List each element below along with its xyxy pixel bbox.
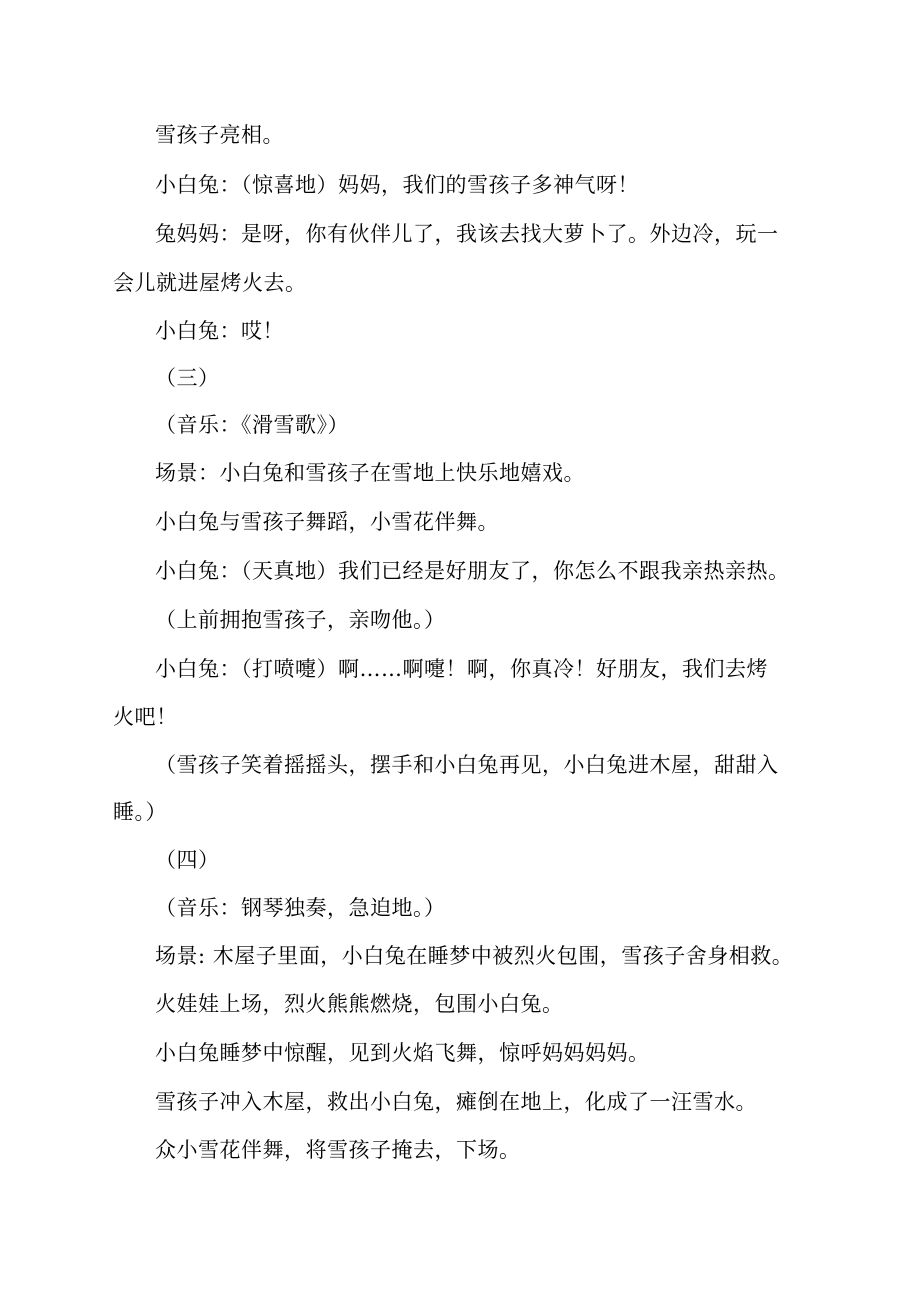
section-heading-3: （三） [155,366,220,390]
text-line-4: 会儿就进屋烤火去。 [113,271,307,295]
text-line-8: 场景：小白兔和雪孩子在雪地上快乐地嬉戏。 [155,461,585,485]
section-heading-4: （四） [155,848,220,872]
text-line-12: 小白兔：（打喷嚏）啊……啊嚏！啊，你真冷！好朋友，我们去烤 [155,657,768,681]
text-line-2: 小白兔：（惊喜地）妈妈，我们的雪孩子多神气呀！ [155,173,639,197]
text-line-1: 雪孩子亮相。 [155,123,284,147]
text-line-18: 场景: 木屋子里面，小白兔在睡梦中被烈火包围，雪孩子舍身相救。 [155,944,794,968]
text-line-13: 火吧！ [113,705,178,729]
text-line-15: 睡。） [113,800,167,824]
text-line-20: 小白兔睡梦中惊醒，见到火焰飞舞，惊呼妈妈妈妈。 [155,1041,650,1065]
text-line-17: （音乐：钢琴独奏，急迫地。） [155,896,446,920]
text-line-3: 兔妈妈：是呀，你有伙伴儿了，我该去找大萝卜了。外边冷，玩一 [155,222,779,246]
text-line-11: （上前拥抱雪孩子，亲吻他。） [155,608,446,632]
text-line-14: （雪孩子笑着摇摇头，摆手和小白兔再见，小白兔进木屋，甜甜入 [155,753,779,777]
text-line-21: 雪孩子冲入木屋，救出小白兔，瘫倒在地上，化成了一汪雪水。 [155,1090,757,1114]
text-line-19: 火娃娃上场，烈火熊熊燃烧，包围小白兔。 [155,992,564,1016]
text-line-9: 小白兔与雪孩子舞蹈，小雪花伴舞。 [155,510,499,534]
text-line-7: （音乐：《滑雪歌》） [155,413,349,437]
text-line-22: 众小雪花伴舞，将雪孩子掩去，下场。 [155,1138,521,1162]
text-line-10: 小白兔：（天真地）我们已经是好朋友了，你怎么不跟我亲热亲热。 [155,559,790,583]
text-line-5: 小白兔：哎！ [155,319,284,343]
